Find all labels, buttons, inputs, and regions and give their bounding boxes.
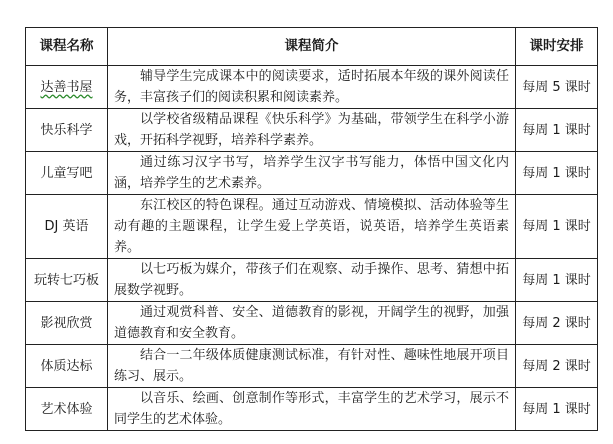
table-row: [26, 152, 598, 195]
course-name: DJ 英语: [26, 195, 108, 259]
header-course-hours: 课时安排: [516, 28, 598, 66]
course-hours: 每周 1 课时: [516, 109, 598, 152]
course-hours: 每周 1 课时: [516, 259, 598, 302]
course-name: [26, 66, 108, 109]
course-description: 辅导学生完成课本中的阅读要求，适时拓展本年级的课外阅读任务，丰富孩子们的阅读积累和阅读素养。: [108, 66, 516, 109]
course-name: 儿童写吧: [26, 152, 108, 195]
table-row: [26, 109, 598, 152]
course-description: 以音乐、绘画、创意制作等形式，丰富学生的艺术学习，展示不同学生的艺术体验。: [108, 388, 516, 431]
course-name: 玩转七巧板: [26, 259, 108, 302]
table-row: [26, 259, 598, 302]
table-row: [26, 66, 598, 109]
table-row: [26, 345, 598, 388]
course-description: 以七巧板为媒介，带孩子们在观察、动手操作、思考、猜想中拓展数学视野。: [108, 259, 516, 302]
course-description: 通过观赏科普、安全、道德教育的影视，开阔学生的视野，加强道德教育和安全教育。: [108, 302, 516, 345]
table-header-row: [26, 28, 598, 66]
header-course-description: 课程简介: [108, 28, 516, 66]
course-table: [25, 27, 598, 431]
course-name: 快乐科学: [26, 109, 108, 152]
course-name: 影视欣赏: [26, 302, 108, 345]
table-row: [26, 302, 598, 345]
course-hours: 每周 1 课时: [516, 195, 598, 259]
course-hours: 每周 2 课时: [516, 302, 598, 345]
course-description: 东江校区的特色课程。通过互动游戏、情境模拟、活动体验等生动有趣的主题课程，让学生爱上学英语，说英语，培养学生英语素养。: [108, 195, 516, 259]
course-hours: 每周 1 课时: [516, 388, 598, 431]
table-row: [26, 195, 598, 259]
course-description: 通过练习汉字书写，培养学生汉字书写能力，体悟中国文化内涵，培养学生的艺术素养。: [108, 152, 516, 195]
course-hours: 每周 1 课时: [516, 152, 598, 195]
course-description: 结合一二年级体质健康测试标准，有针对性、趣味性地展开项目练习、展示。: [108, 345, 516, 388]
course-hours: 每周 2 课时: [516, 345, 598, 388]
course-name: 艺术体验: [26, 388, 108, 431]
course-name-text: 达善书屋: [40, 79, 93, 95]
course-hours: 每周 5 课时: [516, 66, 598, 109]
table-row: [26, 388, 598, 431]
course-name: 体质达标: [26, 345, 108, 388]
header-course-name: 课程名称: [26, 28, 108, 66]
course-description: 以学校省级精品课程《快乐科学》为基础，带领学生在科学小游戏，开拓科学视野，培养科学素养。: [108, 109, 516, 152]
